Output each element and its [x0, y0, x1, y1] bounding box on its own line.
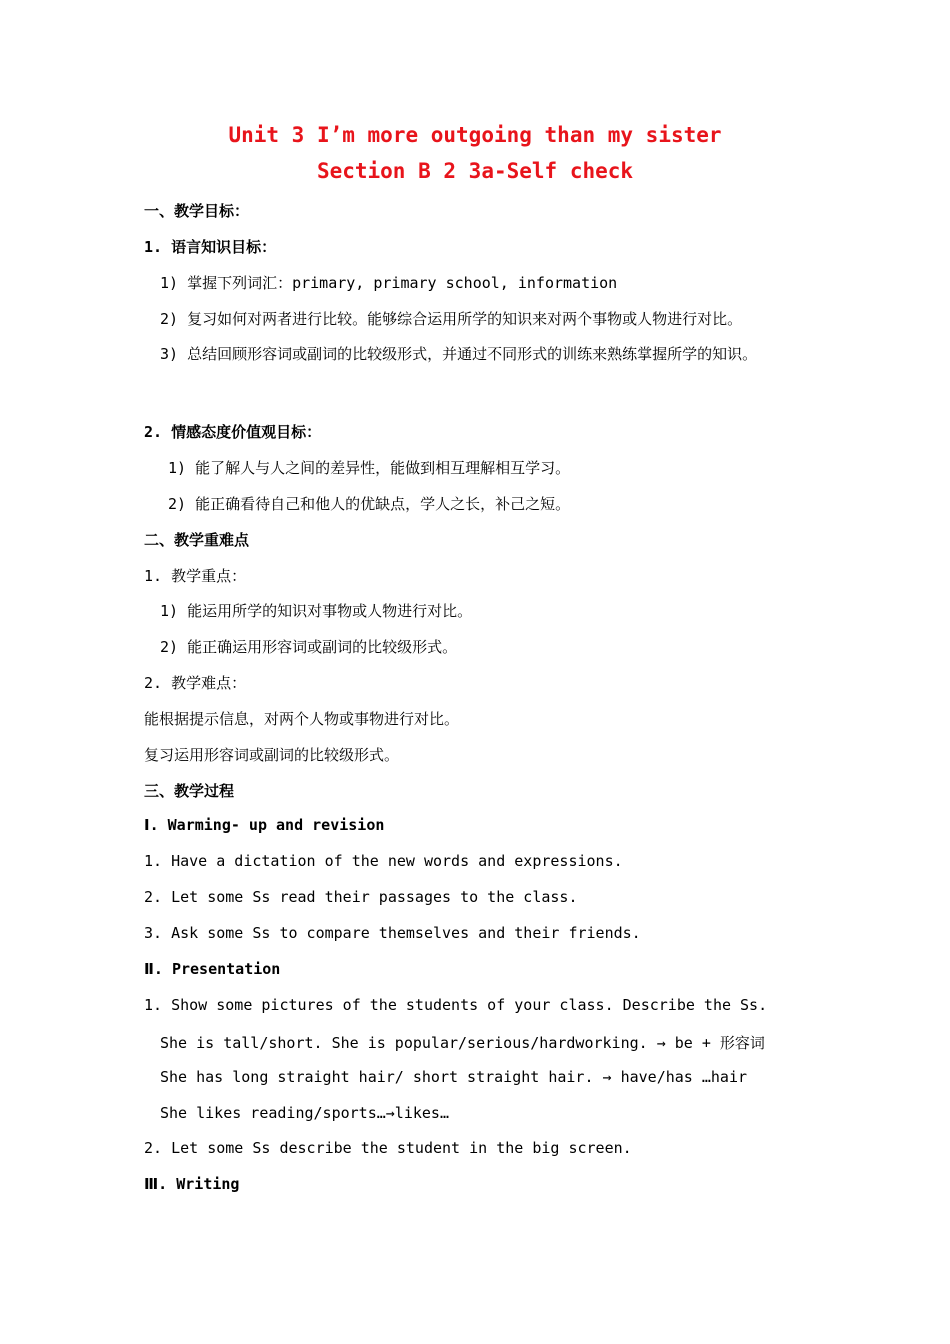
list-item: 2) 能正确运用形容词或副词的比较级形式。 — [160, 638, 458, 656]
document-subtitle: Section B 2 3a-Self check — [316, 159, 634, 183]
document-title: Unit 3 I’m more outgoing than my sister — [228, 123, 722, 147]
list-item: 2) 能正确看待自己和他人的优缺点，学人之长，补己之短。 — [168, 495, 571, 513]
list-item: 2. Let some Ss describe the student in the big screen. — [144, 1139, 632, 1157]
section-heading-objectives: 一、教学目标： — [144, 202, 250, 220]
list-item: 1. Have a dictation of the new words and expressions. — [144, 852, 623, 870]
list-item: 1) 掌握下列词汇：primary, primary school, information — [160, 274, 618, 292]
example-sentence: She likes reading/sports…→likes… — [160, 1104, 449, 1122]
subheading-key-points: 1. 教学重点： — [144, 567, 247, 585]
section-heading-process: 三、教学过程 — [144, 782, 235, 800]
subheading-emotion-goals: 2. 情感态度价值观目标： — [144, 423, 322, 441]
list-item: 3. Ask some Ss to compare themselves and their friends. — [144, 924, 641, 942]
example-sentence: She has long straight hair/ short straight hair. → have/has …hair — [160, 1068, 747, 1086]
paragraph: 能根据提示信息，对两个人物或事物进行对比。 — [144, 710, 460, 728]
step-heading-presentation: Ⅱ. Presentation — [144, 960, 281, 978]
section-heading-key-points: 二、教学重难点 — [144, 531, 250, 549]
list-item: 1) 能了解人与人之间的差异性，能做到相互理解相互学习。 — [168, 459, 571, 477]
list-item: 3) 总结回顾形容词或副词的比较级形式，并通过不同形式的训练来熟练掌握所学的知识。 — [160, 345, 758, 363]
example-sentence: She is tall/short. She is popular/serious/hardworking. → be + 形容词 — [160, 1034, 765, 1052]
step-heading-warming-up: Ⅰ. Warming- up and revision — [144, 816, 385, 834]
list-item: 2) 复习如何对两者进行比较。能够综合运用所学的知识来对两个事物或人物进行对比。 — [160, 310, 743, 328]
list-item: 2. Let some Ss read their passages to the class. — [144, 888, 578, 906]
subheading-language-goals: 1. 语言知识目标： — [144, 238, 277, 256]
list-item: 1) 能运用所学的知识对事物或人物进行对比。 — [160, 602, 473, 620]
list-item: 1. Show some pictures of the students of your class. Describe the Ss. — [144, 996, 768, 1014]
paragraph: 复习运用形容词或副词的比较级形式。 — [144, 746, 400, 764]
step-heading-writing: Ⅲ. Writing — [144, 1175, 240, 1193]
subheading-difficult-points: 2. 教学难点： — [144, 674, 247, 692]
